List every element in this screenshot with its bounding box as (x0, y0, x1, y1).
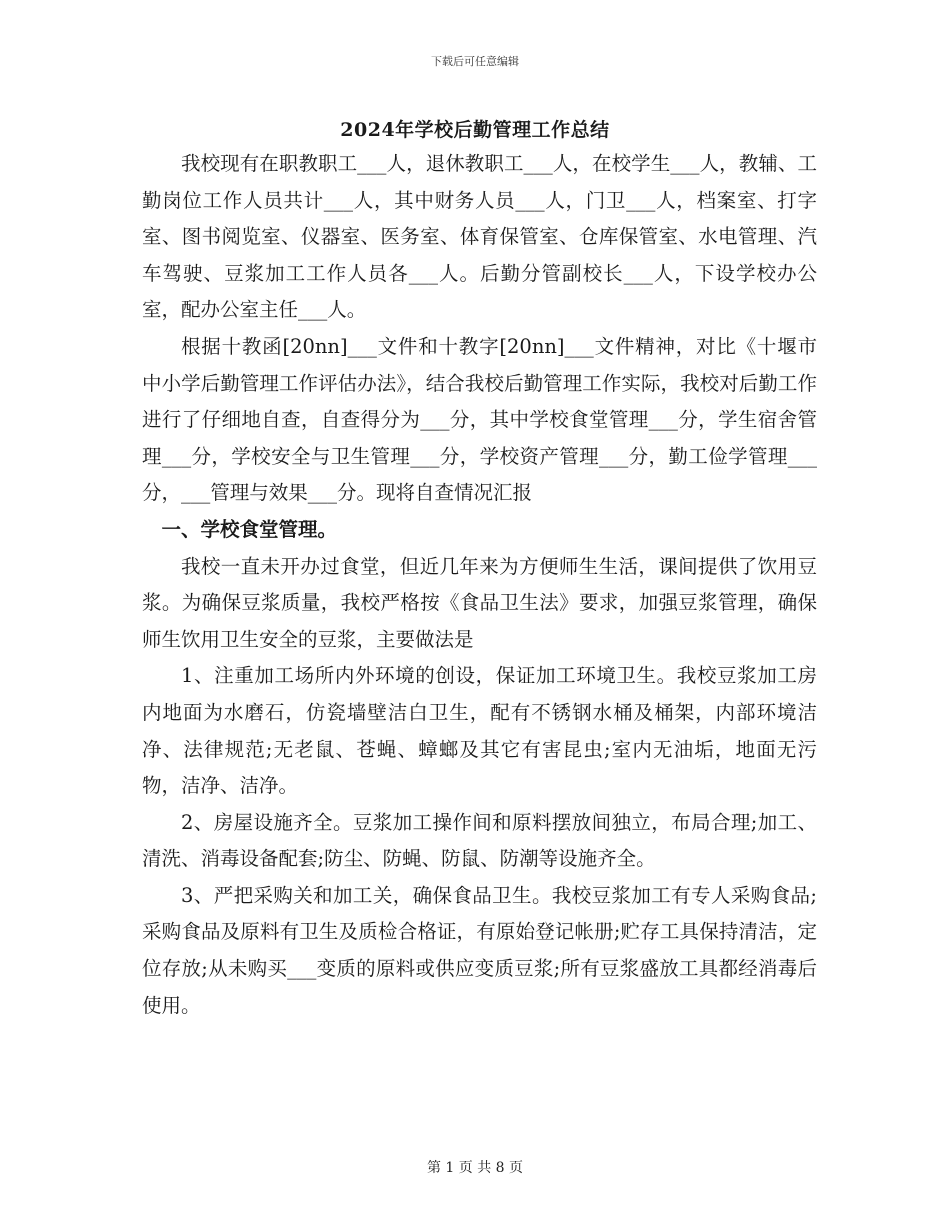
paragraph-item-2: 2、房屋设施齐全。豆浆加工操作间和原料摆放间独立，布局合理;加工、清洗、消毒设备配套;防尘、防蝇、防鼠、防潮等设施齐全。 (142, 810, 817, 871)
paragraph-canteen-intro: 我校一直未开办过食堂，但近几年来为方便师生生活，课间提供了饮用豆浆。为确保豆浆质量，我校严格按《食品卫生法》要求，加强豆浆管理，确保师生饮用卫生安全的豆浆，主要做法是 (142, 554, 817, 651)
document-body (142, 146, 817, 1024)
paragraph-self-inspection: 根据十教函[20nn]___文件和十教字[20nn]___文件精神，对比《十堰市中小学后勤管理工作评估办法》，结合我校后勤管理工作实际，我校对后勤工作进行了仔细地自查，自查得分为___分，其中学校食堂管理___分，学生宿舍管理___分，学校安全与卫生管理___分，学校资产管理___分，勤工俭学管理___分，___管理与效果___分。现将自查情况汇报 (142, 334, 817, 505)
page-footer: 第 1 页 共 8 页 (426, 1160, 524, 1176)
header-note: 下载后可任意编辑 (431, 55, 519, 68)
paragraph-item-1: 1、注重加工场所内外环境的创设，保证加工环境卫生。我校豆浆加工房内地面为水磨石，仿瓷墙壁洁白卫生，配有不锈钢水桶及桶架，内部环境洁净、法律规范;无老鼠、苍蝇、蟑螂及其它有害昆虫;室内无油垢，地面无污物，洁净、洁净。 (142, 664, 817, 798)
section-heading-canteen: 一、学校食堂管理。 (161, 517, 338, 541)
document-title: 2024年学校后勤管理工作总结 (340, 119, 610, 141)
paragraph-item-3: 3、严把采购关和加工关，确保食品卫生。我校豆浆加工有专人采购食品;采购食品及原料有卫生及质检合格证，有原始登记帐册;贮存工具保持清洁，定位存放;从未购买___变质的原料或供应变质豆浆;所有豆浆盛放工具都经消毒后使用。 (142, 883, 817, 1017)
paragraph-staff-overview: 我校现有在职教职工___人，退休教职工___人，在校学生___人，教辅、工勤岗位工作人员共计___人，其中财务人员___人，门卫___人，档案室、打字室、图书阅览室、仪器室、医务室、体育保管室、仓库保管室、水电管理、汽车驾驶、豆浆加工工作人员各___人。后勤分管副校长___人，下设学校办公室，配办公室主任___人。 (142, 152, 817, 322)
